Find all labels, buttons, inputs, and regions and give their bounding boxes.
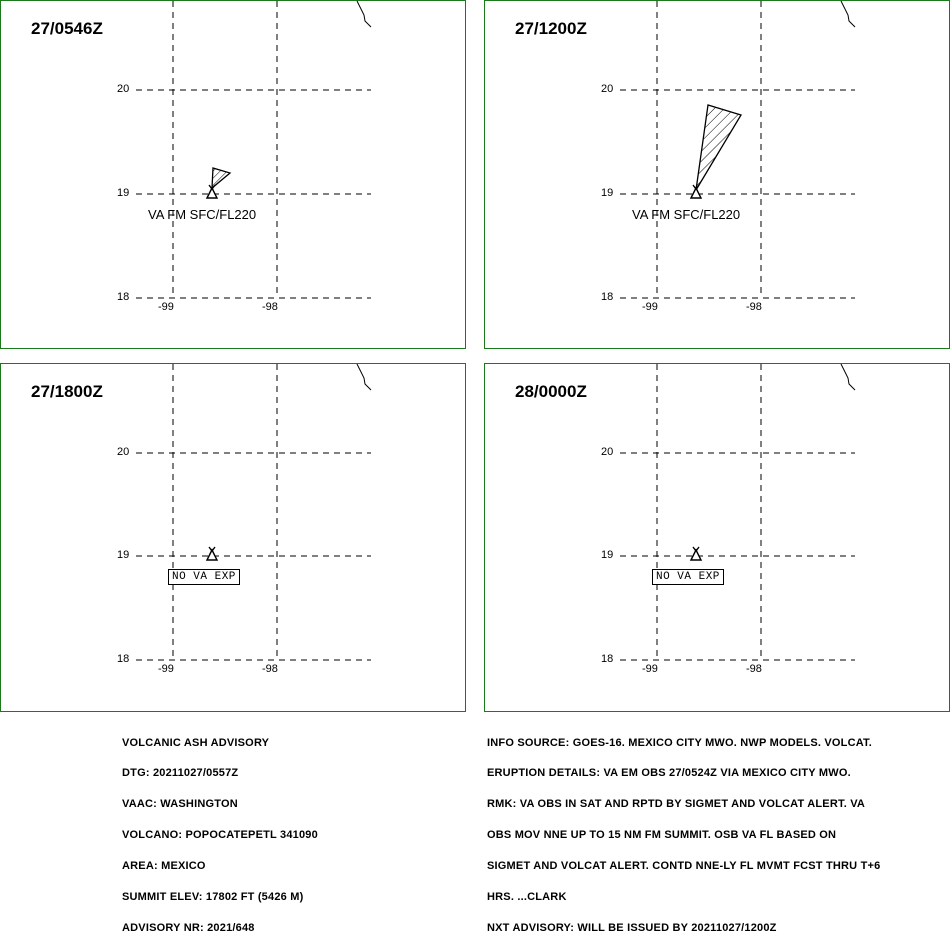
va-height-label: VA FM SFC/FL220 — [632, 207, 741, 222]
lon-label-98: -98 — [746, 301, 762, 313]
no-va-exp-label: NO VA EXP — [168, 569, 240, 585]
advisory-line: VAAC: WASHINGTON — [122, 798, 238, 811]
lat-label-18: 18 — [601, 653, 614, 665]
lon-label-98: -98 — [262, 663, 278, 675]
coastline — [841, 1, 855, 27]
lat-label-19: 19 — [601, 187, 614, 199]
map-grid — [1, 1, 467, 350]
lat-label-20: 20 — [601, 83, 614, 95]
coastline — [357, 1, 371, 27]
volcano-icon — [207, 185, 217, 198]
advisory-details-block — [487, 717, 880, 944]
lat-label-19: 19 — [117, 549, 130, 561]
forecast-time: 27/1200Z — [515, 19, 587, 38]
volcano-icon — [207, 547, 217, 560]
lon-label-98: -98 — [746, 663, 762, 675]
advisory-line: ERUPTION DETAILS: VA EM OBS 27/0524Z VIA MEXICO CITY MWO. — [487, 767, 851, 780]
lat-label-18: 18 — [117, 291, 130, 303]
advisory-line: VOLCANO: POPOCATEPETL 341090 — [122, 829, 318, 842]
lon-label-99: -99 — [158, 663, 174, 675]
advisory-line: NXT ADVISORY: WILL BE ISSUED BY 20211027/1200Z — [487, 921, 777, 934]
lon-label-98: -98 — [262, 301, 278, 313]
map-grid — [485, 1, 950, 350]
forecast-time: 27/1800Z — [31, 382, 103, 401]
advisory-line: HRS. ...CLARK — [487, 891, 567, 904]
advisory-line: INFO SOURCE: GOES-16. MEXICO CITY MWO. NWP MODELS. VOLCAT. — [487, 736, 873, 749]
va-height-label: VA FM SFC/FL220 — [148, 207, 257, 222]
advisory-line: OBS MOV NNE UP TO 15 NM FM SUMMIT. OSB VA FL BASED ON — [487, 829, 837, 842]
coastline — [357, 364, 371, 390]
forecast-panel-1 — [0, 0, 466, 349]
lat-label-20: 20 — [117, 446, 130, 458]
volcano-icon — [691, 547, 701, 560]
map-grid — [485, 364, 950, 713]
advisory-line: AREA: MEXICO — [122, 860, 206, 873]
lat-label-19: 19 — [601, 549, 614, 561]
no-va-exp-label: NO VA EXP — [652, 569, 724, 585]
forecast-panel-2 — [484, 0, 950, 349]
lon-label-99: -99 — [642, 663, 658, 675]
lat-label-20: 20 — [601, 446, 614, 458]
forecast-time: 27/0546Z — [31, 19, 103, 38]
forecast-panel-4 — [484, 363, 950, 712]
advisory-header-block — [122, 717, 318, 944]
lat-label-20: 20 — [117, 83, 130, 95]
ash-plume — [696, 105, 741, 190]
lat-label-18: 18 — [117, 653, 130, 665]
advisory-line: ADVISORY NR: 2021/648 — [122, 921, 255, 934]
coastline — [841, 364, 855, 390]
forecast-time: 28/0000Z — [515, 382, 587, 401]
lon-label-99: -99 — [158, 301, 174, 313]
advisory-line: VOLCANIC ASH ADVISORY — [122, 736, 270, 749]
forecast-panel-3 — [0, 363, 466, 712]
advisory-line: SUMMIT ELEV: 17802 FT (5426 M) — [122, 891, 304, 904]
lon-label-99: -99 — [642, 301, 658, 313]
advisory-line: RMK: VA OBS IN SAT AND RPTD BY SIGMET AND VOLCAT ALERT. VA — [487, 798, 866, 811]
volcano-icon — [691, 185, 701, 198]
lat-label-19: 19 — [117, 187, 130, 199]
advisory-line: DTG: 20211027/0557Z — [122, 767, 239, 780]
map-grid — [1, 364, 467, 713]
lat-label-18: 18 — [601, 291, 614, 303]
advisory-line: SIGMET AND VOLCAT ALERT. CONTD NNE-LY FL MVMT FCST THRU T+6 — [487, 860, 881, 873]
